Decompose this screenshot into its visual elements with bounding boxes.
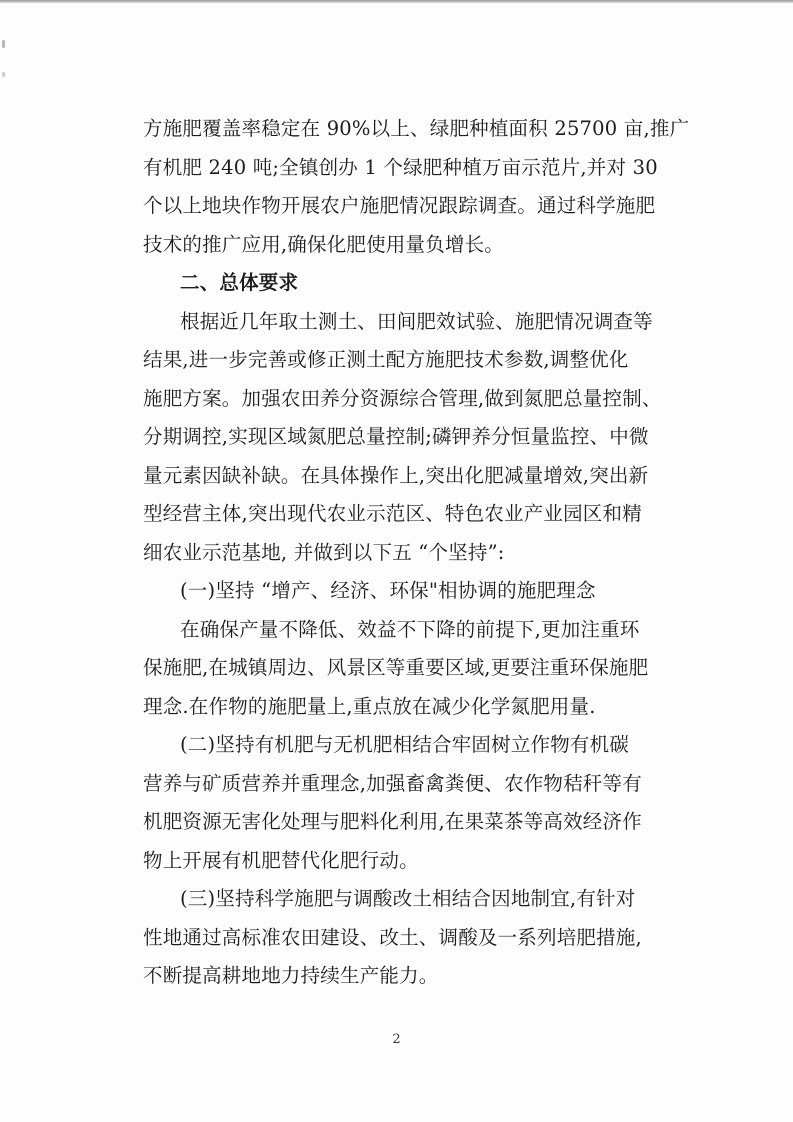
section-heading: 二、总体要求 [180, 271, 299, 294]
scan-artifact [2, 72, 5, 77]
text-line: 物上开展有机肥替代化肥行动。 [143, 848, 419, 872]
text-line: 不断提高耕地地力持续生产能力。 [143, 964, 439, 987]
text-line: 技术的推广应用,确保化肥使用量负增长。 [143, 232, 504, 256]
page-number: 2 [392, 1032, 401, 1047]
text-line: 型经营主体,突出现代农业示范区、特色农业产业园区和精 [143, 502, 642, 525]
subsection-heading: (一)坚持 “增产、经济、环保"相协调的施肥理念 [180, 579, 596, 602]
text-line: 方施肥覆盖率稳定在 90%以上、绿肥种植面积 25700 亩,推广 [143, 117, 690, 140]
text-line: 在确保产量不降低、效益不下降的前提下,更加注重环 [180, 617, 640, 641]
scan-artifact [2, 40, 5, 48]
text-line: 有机肥 240 吨;全镇创办 1 个绿肥种植万亩示范片,并对 30 [143, 155, 658, 179]
subsection-heading: (二)坚持有机肥与无机肥相结合牢固树立作物有机碳 [180, 733, 630, 756]
text-line: 细农业示范基地, 并做到以下五 “个坚持”: [143, 540, 505, 564]
text-line: 个以上地块作物开展农户施肥情况跟踪调查。通过科学施肥 [143, 194, 656, 217]
text-line: 分期调控,实现区域氮肥总量控制;磷钾养分恒量监控、中微 [143, 425, 649, 448]
text-line: 量元素因缺补缺。在具体操作上,突出化肥减量增效,突出新 [143, 463, 649, 487]
text-line: 机肥资源无害化处理与肥料化利用,在果菜茶等高效经济作 [143, 810, 642, 833]
text-line: 性地通过高标准农田建设、改土、调酸及一系列培肥措施, [143, 925, 642, 949]
body-text [143, 110, 690, 996]
text-line: 结果,进一步完善或修正测土配方施肥技术参数,调整优化 [143, 348, 629, 371]
scan-top-edge [0, 0, 793, 3]
text-line: 保施肥,在城镇周边、风景区等重要区域,更要注重环保施肥 [143, 656, 649, 679]
text-line: 根据近几年取土测土、田间肥效试验、施肥情况调查等 [180, 309, 653, 333]
text-line: 理念.在作物的施肥量上,重点放在减少化学氮肥用量. [143, 694, 596, 718]
text-line: 营养与矿质营养并重理念,加强畜禽粪便、农作物秸秆等有 [143, 771, 642, 795]
subsection-heading: (三)坚持科学施肥与调酸改土相结合因地制宜,有针对 [180, 887, 636, 910]
text-line: 施肥方案。加强农田养分资源综合管理,做到氮肥总量控制、 [143, 386, 662, 410]
